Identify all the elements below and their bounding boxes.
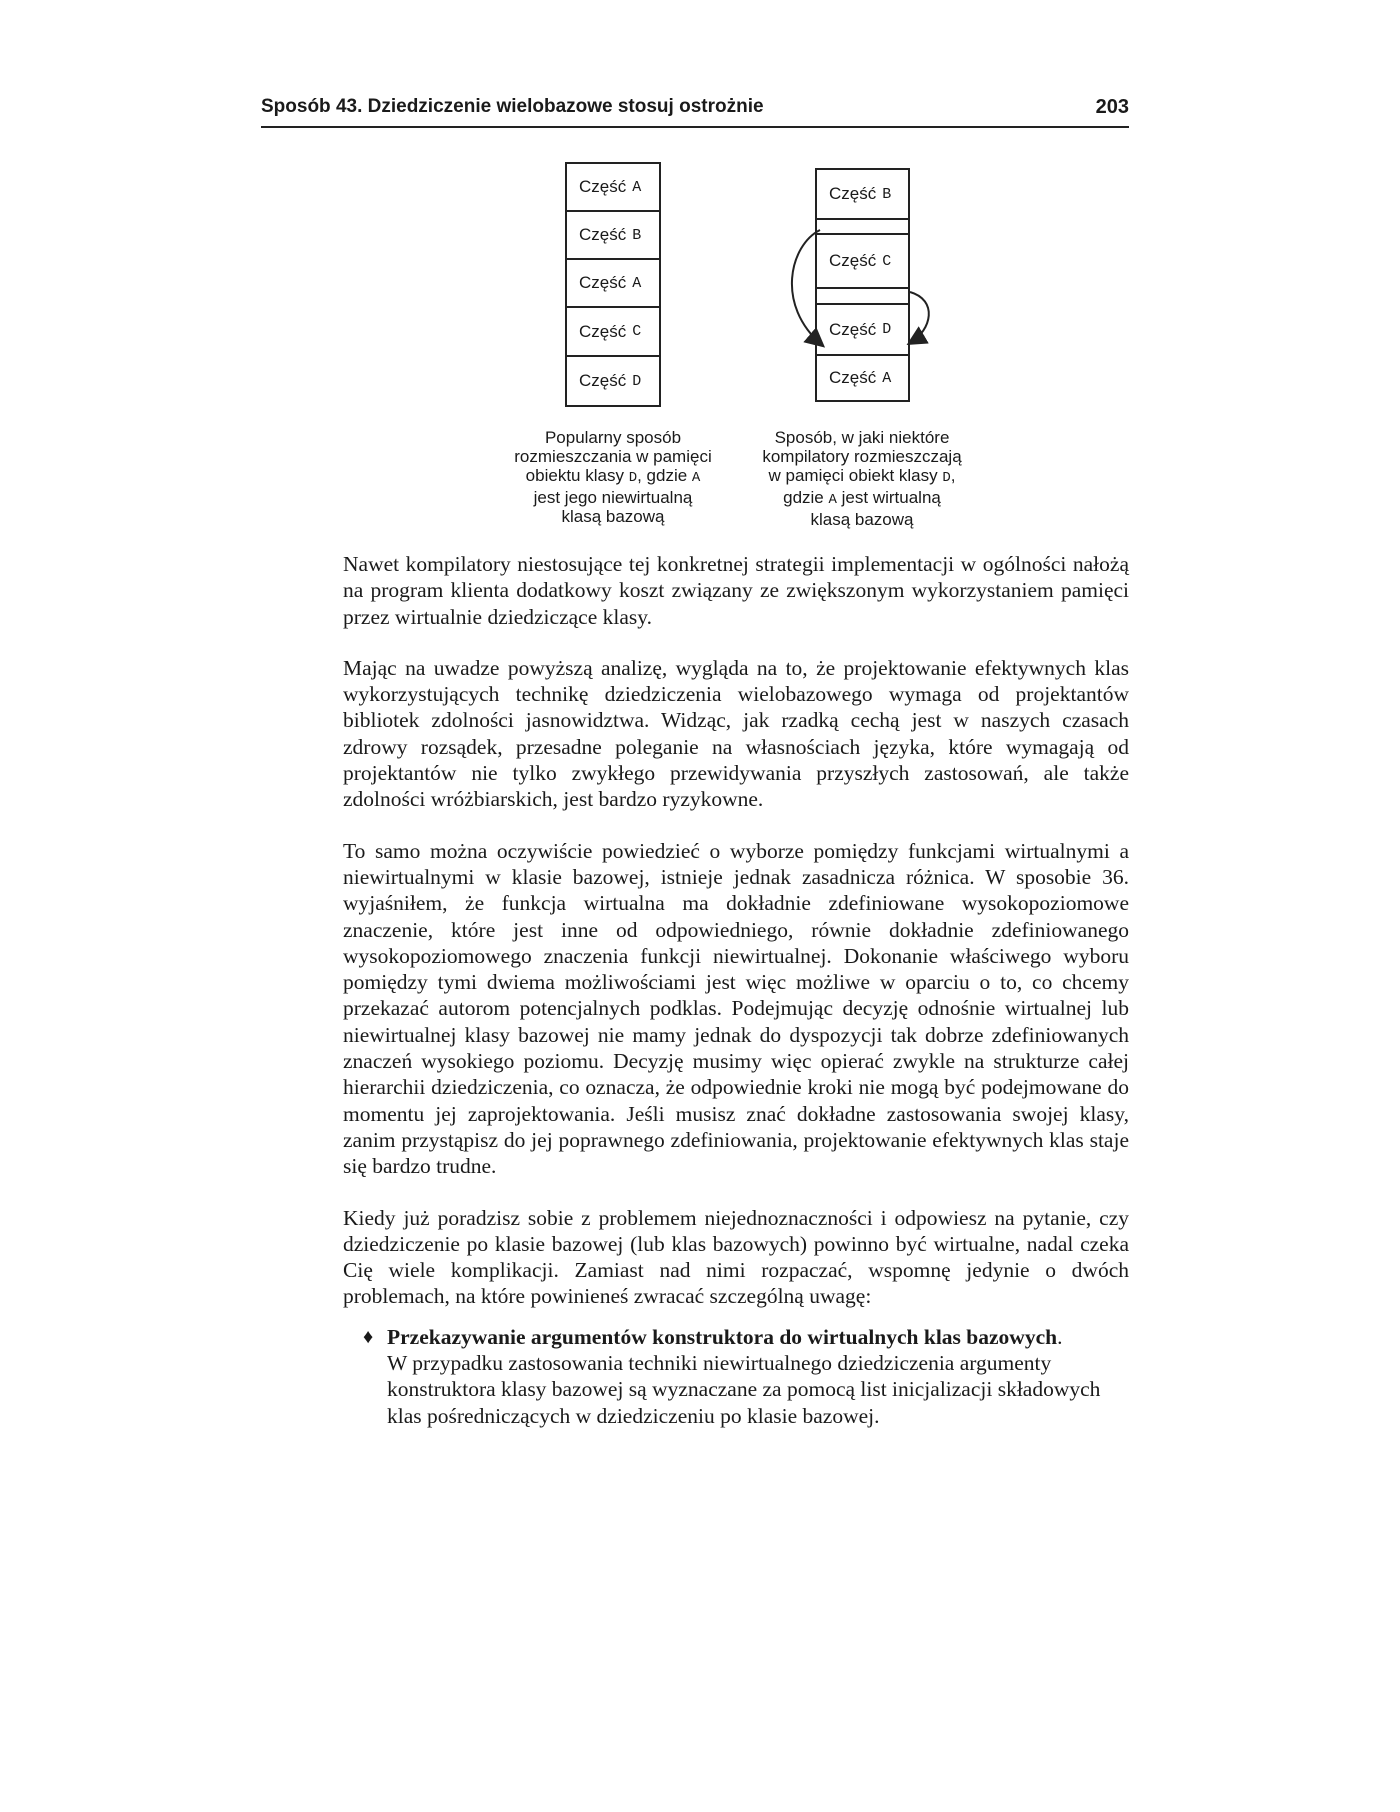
- left-cell-2: Część B: [567, 212, 659, 260]
- right-caption: Sposób, w jaki niektóre kompilatory rozmieszczają w pamięci obiekt klasy D, gdzie A jest wirtualną klasą bazową: [762, 428, 962, 529]
- right-cell-3: Część D: [817, 305, 908, 356]
- bullet-item: ♦ Przekazywanie argumentów konstruktora do wirtualnych klas bazowych. W przypadku zastosowania techniki niewirtualnego dziedziczenia argumenty konstruktora klasy bazowej są wyznaczane za pomocą list inicjalizacji składowych klas pośredniczących w dziedziczeniu po klasie bazowej.: [343, 1324, 1129, 1429]
- left-memory-stack: [565, 162, 661, 407]
- left-cell-5: Część D: [579, 371, 642, 390]
- right-cell-4: Część A: [829, 368, 892, 387]
- body-text: [343, 551, 1129, 1429]
- right-cell-1: Część B: [817, 170, 908, 220]
- left-cell-4: Część C: [567, 308, 659, 357]
- left-cell-1: Część A: [567, 164, 659, 212]
- page-number: 203: [1095, 96, 1129, 118]
- left-curved-arrow: [792, 230, 822, 345]
- left-cell-3: Część A: [567, 260, 659, 308]
- right-curved-arrow: [910, 292, 929, 343]
- pointer-arrows: [760, 210, 970, 360]
- bullet-title: Przekazywanie argumentów konstruktora do wirtualnych klas bazowych: [387, 1324, 1058, 1349]
- paragraph: To samo można oczywiście powiedzieć o wyborze pomiędzy funkcjami wirtualnymi a niewirtualnymi w klasie bazowej, istnieje jednak zasadnicza różnica. W sposobie 36. wyjaśniłem, że funkcja wirtualna ma dokładnie zdefiniowane wysokopoziomowe znaczenie, które jest inne od odpowiedniego, równie dokładnie zdefiniowanego wysokopoziomowego znaczenia funkcji niewirtualnej. Dokonanie właściwego wyboru pomiędzy tymi dwiema możliwościami jest więc możliwe w oparciu o to, co chcemy przekazać autorom potencjalnych podklas. Podejmując decyzję odnośnie wirtualnej lub niewirtualnej klasy bazowej nie mamy jednak do dyspozycji tak dobrze zdefiniowanych znaczeń wysokiego poziomu. Decyzję musimy więc opierać zwykle na strukturze całej hierarchii dziedziczenia, co oznacza, że odpowiednie kroki nie mogą być podejmowane do momentu jej zaprojektowania. Jeśli musisz znać dokładne zastosowania swojej klasy, zanim przystąpisz do jej poprawnego zdefiniowania, projektowanie efektywnych klas staje się bardzo trudne.: [343, 838, 1129, 1179]
- header-title: Sposób 43. Dziedziczenie wielobazowe stosuj ostrożnie: [261, 96, 764, 117]
- paragraph: Kiedy już poradzisz sobie z problemem niejednoznaczności i odpowiesz na pytanie, czy dziedziczenie po klasie bazowej (lub klas bazowych) powinno być wirtualne, nadal czeka Cię wiele komplikacji. Zamiast nad nimi rozpaczać, wspomnę jedynie o dwóch problemach, na które powinieneś zwracać szczególną uwagę:: [343, 1205, 1129, 1309]
- left-caption: Popularny sposób rozmieszczania w pamięci obiektu klasy D, gdzie A jest jego niewirtualną klasą bazową: [514, 428, 712, 526]
- bullet-text: W przypadku zastosowania techniki niewirtualnego dziedziczenia argumenty konstruktora klasy bazowej są wyznaczane za pomocą list inicjalizacji składowych klas pośredniczących w dziedziczeniu po klasie bazowej.: [387, 1351, 1101, 1428]
- paragraph: Mając na uwadze powyższą analizę, wygląda na to, że projektowanie efektywnych klas wykorzystujących technikę dziedziczenia wielobazowego wymaga od projektantów bibliotek zdolności jasnowidztwa. Widząc, jak rzadką cechą jest w naszych czasach zdrowy rozsądek, przesadne poleganie na własnościach języka, które wymagają od projektantów nie tylko zwykłego przewidywania przyszłych zastosowań, ale także zdolności wróżbiarskich, jest bardzo ryzykowne.: [343, 655, 1129, 812]
- right-cell-2: Część C: [817, 235, 908, 289]
- diamond-bullet-icon: ♦: [363, 1325, 374, 1348]
- running-header: [261, 96, 1129, 128]
- paragraph: Nawet kompilatory niestosujące tej konkretnej strategii implementacji w ogólności nałożą na program klienta dodatkowy koszt związany ze zwiększonym wykorzystaniem pamięci przez wirtualnie dziedziczące klasy.: [343, 552, 1129, 629]
